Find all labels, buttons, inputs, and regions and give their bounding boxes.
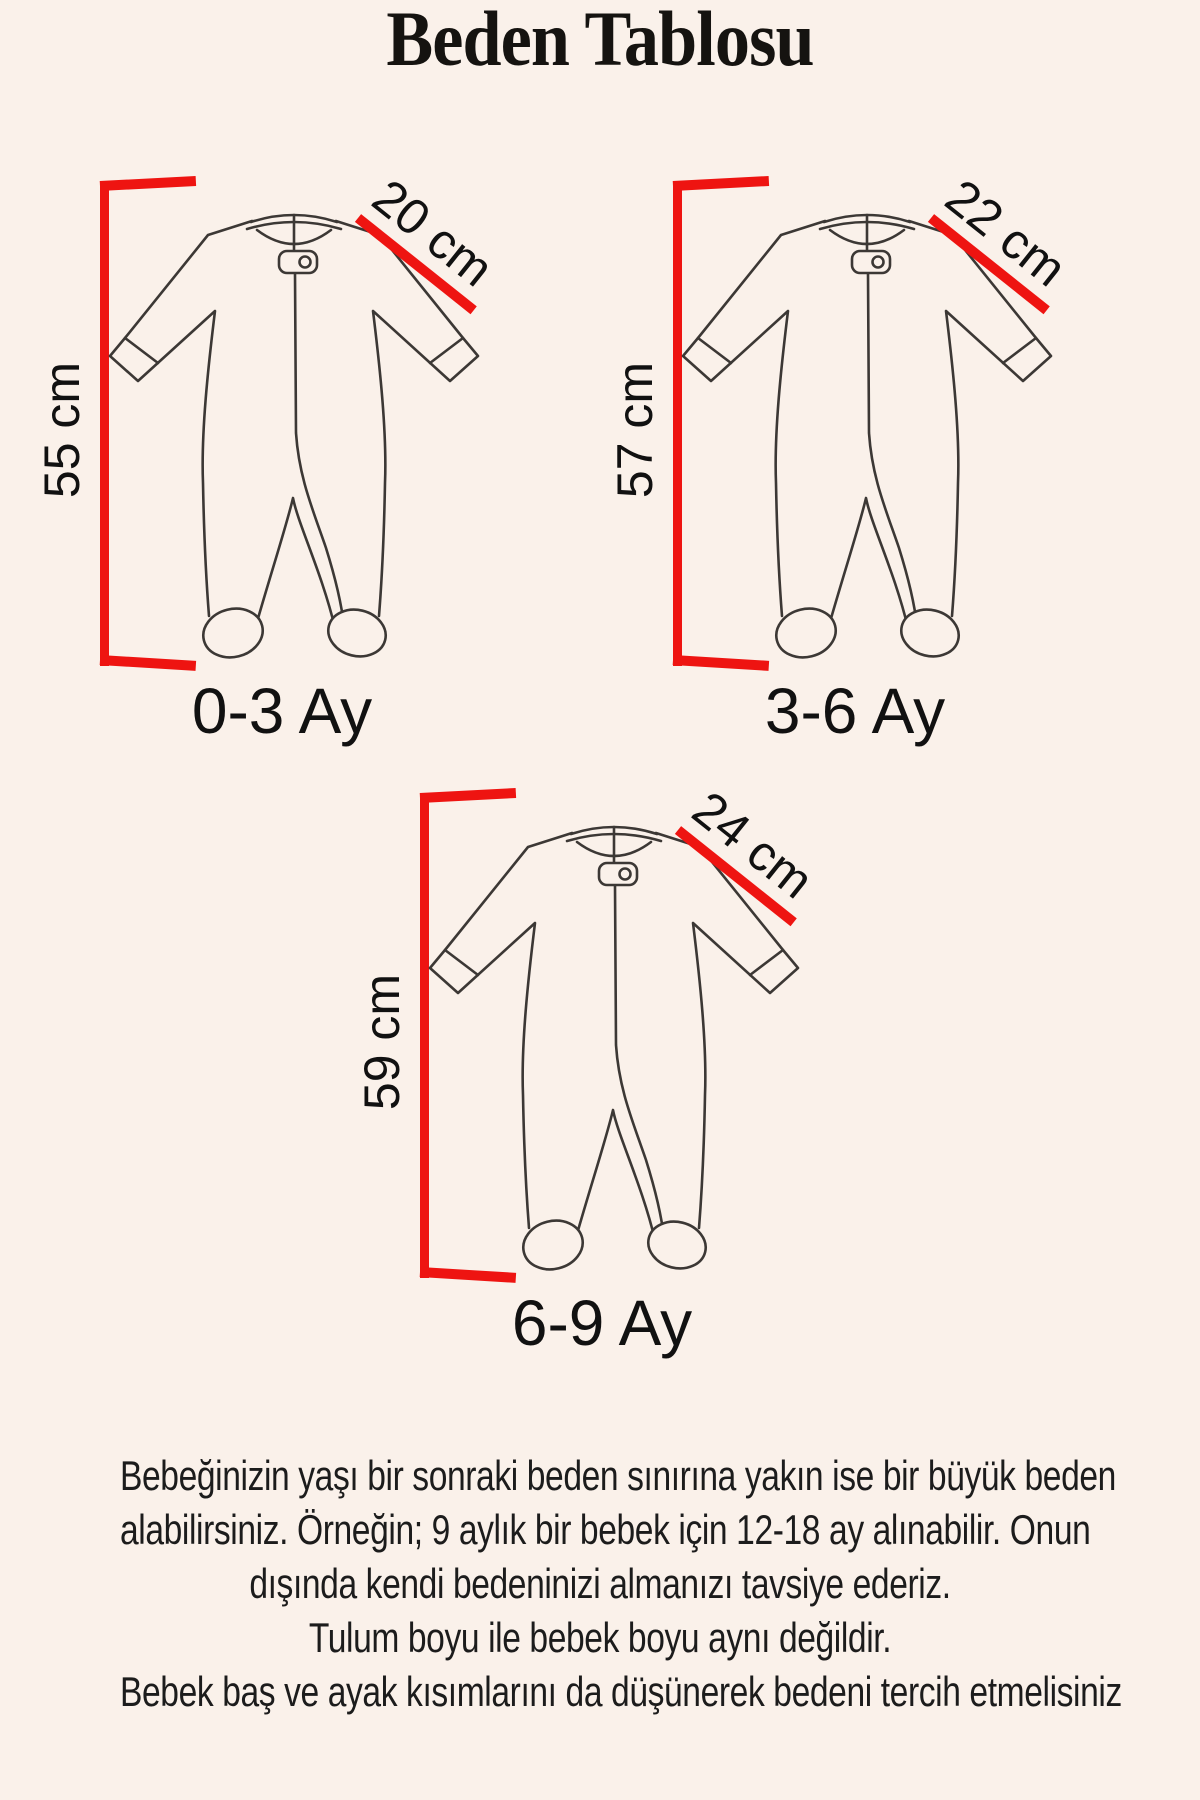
note-line: dışında kendi bedeninizi almanızı tavsiye ederiz.: [249, 1560, 951, 1607]
note-line: Tulum boyu ile bebek boyu aynı değildir.: [308, 1614, 892, 1661]
width-label: 20 cm: [362, 168, 504, 298]
size-group-3-6: [593, 168, 1093, 755]
width-label: 24 cm: [682, 780, 824, 910]
size-group-0-3: [20, 168, 520, 755]
height-label: 55 cm: [34, 361, 90, 499]
height-label: 57 cm: [607, 361, 663, 499]
note-line: Bebeğinizin yaşı bir sonraki beden sınırına yakın ise bir büyük beden: [120, 1452, 1116, 1499]
size-group-6-9: [340, 780, 840, 1367]
size-advice-notes: [0, 1449, 1200, 1719]
age-label: 3-6 Ay: [764, 675, 946, 747]
age-label: 0-3 Ay: [191, 675, 373, 747]
width-label: 22 cm: [935, 168, 1077, 298]
page-title: Beden Tablosu: [386, 0, 814, 82]
age-label: 6-9 Ay: [511, 1287, 693, 1359]
note-line: alabilirsiniz. Örneğin; 9 aylık bir bebek için 12-18 ay alınabilir. Onun: [120, 1506, 1091, 1553]
height-label: 59 cm: [354, 973, 410, 1111]
note-line: Bebek baş ve ayak kısımlarını da düşünerek bedeni tercih etmelisiniz: [120, 1668, 1122, 1715]
